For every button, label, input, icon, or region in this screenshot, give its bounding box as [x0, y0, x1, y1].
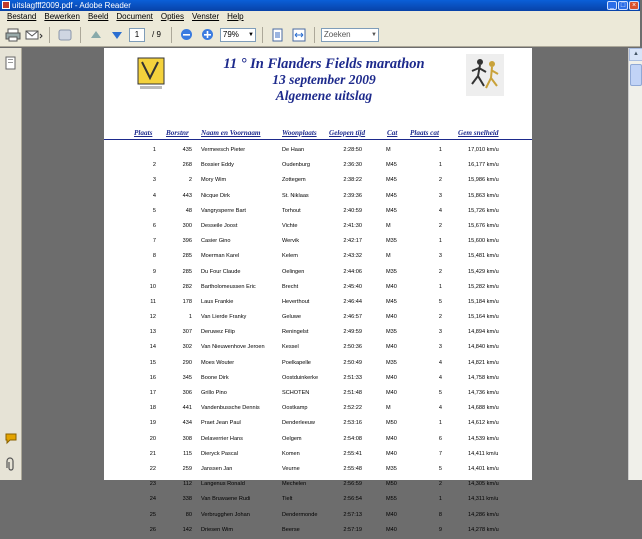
cell-snelheid: 15,600 km/u	[468, 238, 499, 245]
window-title: uitslagfff2009.pdf - Adobe Reader	[12, 1, 131, 10]
window-titlebar	[0, 0, 640, 11]
cell-borstnr: 1	[188, 314, 192, 321]
cell-naam: Moes Wouter	[201, 359, 235, 366]
cell-borstnr: 345	[182, 374, 192, 381]
cell-tijd: 2:28:50	[343, 147, 362, 153]
cell-plaats-cat: 2	[438, 481, 442, 488]
cell-tijd: 2:41:30	[343, 222, 362, 229]
cell-tijd: 2:45:40	[343, 283, 362, 290]
cell-borstnr: 285	[182, 253, 192, 260]
col-plaats-cat: Plaats cat	[410, 129, 439, 137]
cell-naam: Mory Wim	[201, 177, 227, 184]
table-row	[104, 296, 532, 311]
zoom-in-icon[interactable]	[199, 26, 217, 44]
table-row	[104, 387, 532, 402]
cell-cat: M	[386, 253, 391, 260]
cell-cat: M35	[386, 329, 397, 336]
menu-bestand[interactable]: Bestand	[7, 12, 37, 21]
menu-beeld[interactable]: Beeld	[87, 12, 109, 21]
cell-snelheid: 15,863 km/u	[468, 192, 499, 199]
cell-plaats-cat: 2	[438, 314, 442, 321]
document-heading	[184, 56, 464, 104]
table-row	[104, 341, 532, 356]
cell-plaats: 23	[149, 481, 156, 488]
cell-cat: M40	[386, 314, 397, 321]
cell-woonplaats: Oelgem	[282, 435, 302, 442]
cell-borstnr: 2	[188, 177, 192, 184]
cell-naam: Laus Frankie	[201, 298, 234, 305]
minimize-button[interactable]: _	[607, 1, 617, 10]
cell-plaats: 25	[149, 511, 156, 518]
cell-cat: M40	[386, 450, 397, 457]
cell-borstnr: 282	[182, 283, 192, 290]
cell-plaats-cat: 1	[438, 420, 442, 427]
table-row	[104, 509, 532, 524]
cell-naam: Grillo Pino	[201, 390, 227, 396]
heading-date: 13 september 2009	[272, 72, 376, 87]
cell-snelheid: 14,736 km/u	[468, 390, 499, 396]
cell-tijd: 2:53:16	[343, 420, 362, 427]
cell-plaats: 1	[152, 147, 156, 153]
cell-plaats-cat: 4	[438, 374, 442, 381]
cell-plaats: 8	[152, 253, 156, 260]
cell-plaats-cat: 2	[438, 268, 442, 275]
table-row	[104, 205, 532, 220]
cell-woonplaats: Kessel	[282, 344, 299, 351]
cell-borstnr: 396	[182, 238, 192, 245]
cell-plaats: 10	[149, 283, 156, 290]
page-total: / 9	[152, 30, 161, 39]
table-row	[104, 448, 532, 463]
table-row	[104, 357, 532, 372]
table-row	[104, 463, 532, 478]
cell-cat: M	[386, 147, 391, 153]
cell-snelheid: 14,821 km/u	[468, 359, 499, 366]
cell-woonplaats: Torhout	[282, 207, 301, 214]
search-input[interactable]	[321, 28, 379, 42]
menu-bewerken[interactable]: Bewerken	[44, 12, 80, 21]
cell-woonplaats: Oostkamp	[282, 405, 308, 412]
cell-cat: M50	[386, 481, 397, 488]
cell-plaats: 17	[149, 390, 156, 396]
results-table-body	[104, 144, 532, 539]
cell-borstnr: 268	[182, 162, 192, 169]
cell-borstnr: 115	[183, 450, 192, 457]
cell-cat: M45	[386, 177, 397, 184]
page-number-input[interactable]: 1	[129, 28, 145, 42]
cell-woonplaats: Denderleeuw	[282, 420, 315, 427]
cell-cat: M40	[386, 390, 397, 396]
cell-cat: M	[386, 405, 391, 412]
toolbar-separator	[262, 27, 263, 43]
cell-snelheid: 14,311 km/u	[468, 496, 499, 503]
cell-borstnr: 434	[182, 420, 192, 427]
cell-snelheid: 14,411 km/u	[468, 450, 499, 457]
table-row	[104, 159, 532, 174]
hand-icon[interactable]	[56, 26, 74, 44]
table-row	[104, 235, 532, 250]
cell-borstnr: 338	[182, 496, 192, 503]
cell-plaats: 6	[152, 222, 156, 229]
cell-naam: Moerman Karel	[201, 253, 240, 260]
cell-woonplaats: Dendermonde	[282, 511, 318, 518]
cell-woonplaats: Oelingen	[282, 268, 305, 275]
table-row	[104, 478, 532, 493]
cell-borstnr: 300	[182, 222, 192, 229]
cell-plaats: 5	[152, 207, 156, 214]
cell-plaats: 26	[149, 526, 156, 533]
cell-naam: Desseile Joost	[201, 222, 238, 229]
table-row	[104, 281, 532, 296]
cell-woonplaats: Vichte	[282, 222, 298, 229]
heading-results: Algemene uitslag	[275, 88, 373, 103]
cell-cat: M45	[386, 207, 397, 214]
col-snelheid: Gem snelheid	[458, 129, 499, 137]
cell-plaats: 22	[149, 465, 156, 472]
toolbar-separator	[80, 27, 81, 43]
cell-tijd: 2:46:57	[343, 314, 362, 321]
cell-borstnr: 308	[182, 435, 192, 442]
cell-tijd: 2:42:17	[343, 238, 362, 245]
cell-woonplaats: Heverthout	[282, 298, 310, 305]
table-row	[104, 524, 532, 539]
cell-borstnr: 259	[182, 465, 192, 472]
cell-borstnr: 112	[183, 481, 192, 488]
cell-snelheid: 14,401 km/u	[468, 465, 499, 472]
cell-snelheid: 15,986 km/u	[468, 177, 499, 184]
cell-cat: M45	[386, 162, 397, 169]
heading-event: 11 ° In Flanders Fields marathon	[223, 56, 425, 72]
cell-naam: Dieryck Pascal	[201, 450, 238, 457]
cell-woonplaats: Komen	[282, 450, 300, 457]
cell-borstnr: 48	[185, 207, 192, 214]
menu-help[interactable]: Help	[227, 12, 244, 21]
pdf-page[interactable]	[104, 48, 532, 533]
cell-plaats-cat: 9	[438, 526, 442, 533]
pages-icon[interactable]	[5, 56, 17, 70]
cell-naam: Van Bruwaene Rudi	[201, 496, 251, 503]
scrollbar-thumb[interactable]	[630, 64, 642, 86]
fit-page-icon[interactable]	[269, 26, 287, 44]
table-row	[104, 417, 532, 432]
cell-woonplaats: Geluwe	[282, 314, 301, 321]
cell-plaats-cat: 2	[438, 222, 442, 229]
cell-tijd: 2:39:36	[343, 192, 362, 199]
cell-plaats: 20	[149, 435, 156, 442]
cell-cat: M40	[386, 435, 397, 442]
cell-plaats-cat: 3	[438, 253, 442, 260]
cell-borstnr: 142	[182, 526, 192, 533]
vertical-scrollbar[interactable]	[628, 48, 642, 480]
table-row	[104, 144, 532, 159]
cell-tijd: 2:50:49	[343, 359, 362, 366]
cell-woonplaats: SCHOTEN	[282, 390, 310, 396]
cell-woonplaats: Wervik	[282, 238, 299, 245]
cell-plaats: 4	[152, 192, 156, 199]
table-row	[104, 266, 532, 281]
cell-tijd: 2:50:36	[343, 344, 362, 351]
cell-naam: Casier Gino	[201, 238, 231, 245]
adobe-reader-icon	[2, 1, 10, 9]
cell-naam: Nicque Dirk	[201, 192, 230, 199]
cell-plaats-cat: 1	[438, 496, 442, 503]
chevron-down-icon: ▼	[370, 31, 377, 38]
cell-tijd: 2:38:22	[343, 177, 362, 184]
cell-snelheid: 14,612 km/u	[468, 420, 499, 427]
cell-woonplaats: Kelem	[282, 253, 298, 260]
cell-cat: M45	[386, 192, 397, 199]
cell-borstnr: 285	[182, 268, 192, 275]
cell-cat: M40	[386, 283, 397, 290]
cell-woonplaats: Poelkapelle	[282, 359, 311, 366]
cell-plaats-cat: 2	[438, 177, 442, 184]
navigation-pane	[0, 48, 22, 480]
cell-cat: M50	[386, 420, 397, 427]
cell-plaats: 16	[149, 374, 156, 381]
cell-tijd: 2:44:06	[343, 268, 362, 275]
cell-cat: M35	[386, 359, 397, 366]
cell-tijd: 2:49:59	[343, 329, 362, 336]
cell-woonplaats: Beerse	[282, 526, 300, 533]
table-row	[104, 311, 532, 326]
cell-tijd: 2:54:08	[343, 435, 362, 442]
cell-plaats: 15	[149, 359, 156, 366]
cell-borstnr: 307	[182, 329, 192, 336]
zoom-out-icon[interactable]	[178, 26, 196, 44]
cell-plaats-cat: 5	[438, 465, 442, 472]
table-row	[104, 326, 532, 341]
cell-plaats: 11	[150, 298, 156, 305]
cell-cat: M40	[386, 344, 397, 351]
menu-venster[interactable]: Venster	[192, 12, 220, 21]
cell-woonplaats: Oostduinkerke	[282, 374, 319, 381]
cell-borstnr: 178	[182, 298, 192, 305]
menu-document[interactable]: Document	[116, 12, 153, 21]
cell-tijd: 2:43:32	[343, 253, 362, 260]
cell-woonplaats: Oudenburg	[282, 162, 310, 169]
cell-plaats: 21	[149, 450, 156, 457]
email-icon[interactable]	[25, 26, 43, 44]
cell-snelheid: 14,758 km/u	[468, 374, 499, 381]
cell-naam: Van Lierde Franky	[201, 314, 247, 321]
table-row	[104, 190, 532, 205]
cell-tijd: 2:51:33	[343, 374, 362, 381]
table-row	[104, 250, 532, 265]
cell-plaats-cat: 1	[438, 283, 442, 290]
chevron-down-icon: ▼	[247, 31, 254, 38]
cell-plaats-cat: 7	[438, 450, 442, 457]
table-row	[104, 220, 532, 235]
fit-width-icon[interactable]	[290, 26, 308, 44]
col-tijd: Gelopen tijd	[329, 129, 366, 137]
cell-plaats: 9	[152, 268, 156, 275]
race-logo	[134, 56, 168, 92]
cell-plaats: 19	[149, 420, 156, 427]
attachment-icon[interactable]	[6, 458, 16, 475]
cell-naam: Janssen Jan	[201, 465, 233, 472]
cell-plaats-cat: 8	[438, 511, 442, 518]
cell-snelheid: 15,676 km/u	[468, 222, 499, 229]
stamp-icon[interactable]	[4, 432, 18, 447]
cell-plaats: 12	[149, 314, 156, 321]
cell-cat: M35	[386, 238, 397, 245]
cell-naam: Du Four Claude	[201, 268, 241, 275]
cell-snelheid: 15,164 km/u	[468, 314, 499, 321]
cell-plaats-cat: 6	[438, 435, 442, 442]
results-table-header	[104, 128, 532, 140]
cell-naam: Vandenbussche Dennis	[201, 405, 260, 412]
cell-plaats: 13	[149, 329, 156, 336]
cell-plaats-cat: 5	[438, 298, 442, 305]
table-row	[104, 433, 532, 448]
cell-snelheid: 14,278 km/u	[468, 526, 499, 533]
cell-plaats: 14	[149, 344, 156, 351]
print-icon[interactable]	[4, 26, 22, 44]
cell-borstnr: 435	[182, 147, 192, 153]
menu-bar	[0, 11, 640, 23]
cell-snelheid: 16,177 km/u	[468, 162, 499, 169]
table-row	[104, 174, 532, 189]
cell-tijd: 2:51:48	[343, 390, 362, 396]
cell-naam: Bartholomeussen Eric	[201, 283, 256, 290]
cell-tijd: 2:40:59	[343, 207, 362, 214]
cell-naam: Boone Dirk	[201, 374, 229, 381]
zoom-select[interactable]	[220, 28, 256, 42]
next-page-icon[interactable]	[108, 26, 126, 44]
cell-woonplaats: Zottegem	[282, 177, 306, 184]
prev-page-icon[interactable]	[87, 26, 105, 44]
cell-plaats-cat: 3	[438, 344, 442, 351]
col-borstnr: Borstnr	[166, 129, 189, 137]
toolbar-separator	[49, 27, 50, 43]
cell-naam: Praet Jean Paul	[201, 420, 241, 427]
cell-woonplaats: De Haan	[282, 147, 305, 153]
cell-snelheid: 15,184 km/u	[468, 298, 499, 305]
cell-snelheid: 14,305 km/u	[468, 481, 499, 488]
cell-naam: Delaverrier Hans	[201, 435, 243, 442]
close-button[interactable]: ×	[629, 1, 639, 10]
toolbar	[0, 23, 640, 47]
cell-tijd: 2:57:13	[343, 511, 362, 518]
cell-snelheid: 15,429 km/u	[468, 268, 499, 275]
cell-tijd: 2:52:22	[343, 405, 362, 412]
cell-snelheid: 15,282 km/u	[468, 283, 499, 290]
cell-snelheid: 14,894 km/u	[468, 329, 499, 336]
cell-cat: M45	[386, 298, 397, 305]
cell-naam: Vermeesch Pieter	[201, 147, 246, 153]
cell-borstnr: 443	[182, 192, 192, 199]
cell-woonplaats: Reningelst	[282, 329, 309, 336]
table-row	[104, 402, 532, 417]
cell-naam: Deruwez Filip	[201, 329, 235, 336]
col-cat: Cat	[387, 129, 398, 137]
cell-cat: M55	[386, 496, 397, 503]
cell-naam: Vangrysperre Bart	[201, 207, 246, 214]
cell-plaats-cat: 1	[438, 162, 442, 169]
cell-plaats: 7	[152, 238, 156, 245]
cell-naam: Van Nieuwenhove Jeroen	[201, 344, 265, 351]
cell-plaats-cat: 1	[438, 147, 442, 153]
scroll-up-icon[interactable]: ▲	[629, 48, 642, 61]
cell-plaats-cat: 4	[438, 207, 442, 214]
cell-snelheid: 14,840 km/u	[468, 344, 499, 351]
cell-plaats-cat: 3	[438, 192, 442, 199]
cell-borstnr: 306	[182, 390, 192, 396]
cell-snelheid: 14,688 km/u	[468, 405, 499, 412]
cell-plaats: 24	[149, 496, 156, 503]
cell-snelheid: 14,539 km/u	[468, 435, 499, 442]
cell-snelheid: 17,010 km/u	[468, 147, 499, 153]
cell-tijd: 2:56:54	[343, 496, 362, 503]
cell-tijd: 2:55:41	[343, 450, 362, 457]
cell-borstnr: 302	[182, 344, 192, 351]
cell-woonplaats: Veurne	[282, 465, 300, 472]
table-row	[104, 372, 532, 387]
cell-woonplaats: St. Niklaas	[282, 192, 309, 199]
cell-borstnr: 441	[182, 405, 192, 412]
cell-cat: M40	[386, 374, 397, 381]
cell-snelheid: 15,481 km/u	[468, 253, 499, 260]
cell-tijd: 2:46:44	[343, 298, 362, 305]
cell-tijd: 2:36:30	[343, 162, 362, 169]
cell-naam: Langenus Ronald	[201, 481, 245, 488]
cell-cat: M40	[386, 526, 397, 533]
col-naam: Naam en Voornaam	[201, 129, 261, 137]
toolbar-separator	[171, 27, 172, 43]
menu-opties[interactable]: Opties	[160, 12, 184, 21]
cell-woonplaats: Tielt	[282, 496, 293, 503]
cell-naam: Driesen Wim	[201, 526, 234, 533]
cell-plaats-cat: 4	[438, 405, 442, 412]
zoom-value: 79%	[222, 29, 239, 39]
cell-tijd: 2:56:59	[343, 481, 362, 488]
cell-tijd: 2:55:48	[343, 465, 362, 472]
cell-snelheid: 15,726 km/u	[468, 207, 499, 214]
cell-plaats-cat: 3	[438, 329, 442, 336]
table-row	[104, 493, 532, 508]
cell-plaats-cat: 4	[438, 359, 442, 366]
cell-naam: Bossier Eddy	[201, 162, 234, 169]
col-plaats: Plaats	[134, 129, 153, 137]
cell-plaats: 18	[149, 405, 156, 412]
cell-woonplaats: Mechelen	[282, 481, 307, 488]
cell-cat: M	[386, 222, 391, 229]
cell-cat: M35	[386, 465, 397, 472]
cell-plaats-cat: 5	[438, 390, 442, 396]
maximize-button[interactable]: □	[618, 1, 628, 10]
cell-borstnr: 290	[182, 359, 192, 366]
cell-borstnr: 80	[185, 511, 192, 518]
toolbar-separator	[314, 27, 315, 43]
runners-logo	[466, 54, 504, 96]
cell-woonplaats: Brecht	[282, 283, 299, 290]
cell-cat: M40	[386, 511, 397, 518]
cell-snelheid: 14,286 km/u	[468, 511, 499, 518]
cell-naam: Verbrugghen Johan	[201, 511, 250, 518]
cell-plaats: 2	[152, 162, 156, 169]
cell-plaats-cat: 1	[438, 238, 442, 245]
col-woonplaats: Woonplaats	[282, 129, 317, 137]
cell-plaats: 3	[152, 177, 156, 184]
cell-cat: M35	[386, 268, 397, 275]
cell-tijd: 2:57:19	[343, 526, 362, 533]
search-placeholder: Zoeken	[323, 29, 351, 39]
